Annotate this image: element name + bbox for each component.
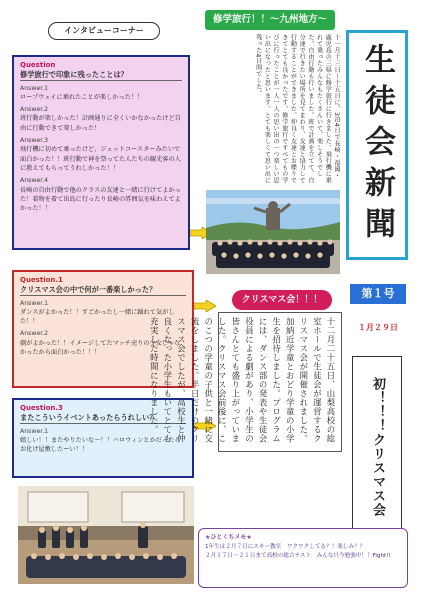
trip-article: 十一月十三日～十五日に、3泊4日で長崎・福岡・鹿児島の三県に修学旅行に行きました。飛行機に乗れて乗ったみんなもたくさんいて、楽しそうでした。自由行動も行いました。班で計画を立てて、自分達で行きたい場所を見てまわり、友達と協力して行動することができました。仲良く友達とお喋りできてとても良かったです。修学旅行ですべてもの学びに行ったことが一人一人の思い出の一つ楽しい思い出になったと思います。とても楽しくて思い出に残った4日間でした。	[254, 34, 340, 184]
question-label: Question.1	[20, 276, 63, 284]
christmas-feature-title: 初！！！クリスマス会	[352, 356, 402, 538]
answer-text: ロープウェイに乗れたことが楽しかった！！	[20, 93, 144, 101]
answer-text: 班行動が楽しかった！計画通りに全くいかなかったけど自由に行動できて楽しかった！	[20, 115, 181, 132]
answer-text: 長崎の自由行動で他のクラスの友達と一緒に行けてよかった！着物を着て出島に行ったり長崎の雰囲気を味わえてよかった！！	[20, 186, 181, 213]
trip-headline: 修学旅行！！～九州地方～	[205, 10, 335, 30]
notice-line: 1年生は２月７日にスキー教室 ワクワクしてる？！楽しみ？？	[205, 543, 366, 550]
answer-label: Answer.1	[20, 84, 49, 92]
christmas-headline: クリスマス会！！！	[232, 290, 332, 310]
question-box-trip	[12, 55, 190, 250]
notice-line: ２月１７日～２１日まで高校の総合テスト みんな只今勉強中！！Fight!!	[205, 553, 391, 559]
newspaper-title: 生徒会新聞	[346, 30, 408, 260]
answer-text: 飛行機に初めて乗ったけど、ジェットコースターみたいで面白かった！！班行動で神を祭ってた人たちの観光客の人に教えてもらってうれしかった！！	[20, 146, 181, 172]
interview-header: インタビューコーナー	[48, 22, 160, 40]
question-title: またこういうイベントあったらうれしい？	[20, 413, 186, 423]
question-label: Question.3	[20, 404, 63, 412]
notice-box	[198, 528, 408, 588]
answer-text: 嬉しい！！またやりたいな～！！ハロウィンとかだったらお化け屋敷したーい！！	[20, 436, 181, 454]
answer-label: Answer.1	[20, 299, 49, 307]
issue-date: １月２９日	[358, 323, 398, 332]
answer-label: Answer.2	[20, 330, 49, 338]
arrow-right-icon	[194, 300, 216, 312]
answer-label: Answer.3	[20, 137, 49, 145]
question-title: 修学旅行で印象に残ったことは？	[20, 70, 182, 80]
notice-title: ★ひとくちメモ★	[205, 534, 252, 541]
answer-text: 劇がよかった！！イメージしてたマッチ売りの少女じゃなかったから面白かった！！！	[20, 339, 181, 357]
trip-group-photo	[206, 190, 340, 274]
answer-label: Answer.2	[20, 106, 49, 114]
question-label: Question	[20, 61, 56, 69]
christmas-article: 十二月二十五日、山梨高校の総室ホールで生徒会が運営するクリスマス会が開催されました。加納近学童とおどり学童の小学生を招待しました。プログラムには、ダンス部の発表や生徒会役員による劇があり、小学生の皆さんとても盛り上がっていました。クリスマス会前後に、このこつの学童の子供と一緒に交流をしました。半日だけのクリスマス会でしたが、高校生と仲良くなった小学生もいてとても充実した時間になりました。	[149, 317, 336, 443]
answer-label: Answer.1	[20, 427, 49, 435]
christmas-event-photo	[18, 486, 194, 584]
christmas-article-box	[149, 312, 342, 452]
issue-number: 第１号	[350, 284, 406, 304]
question-title: クリスマス会の中で何が一番楽しかった？	[20, 285, 186, 295]
answer-text: ダンスがよかった！！すごかったし一緒に踊れて気がした！！	[20, 308, 175, 326]
answer-label: Answer.4	[20, 177, 49, 185]
